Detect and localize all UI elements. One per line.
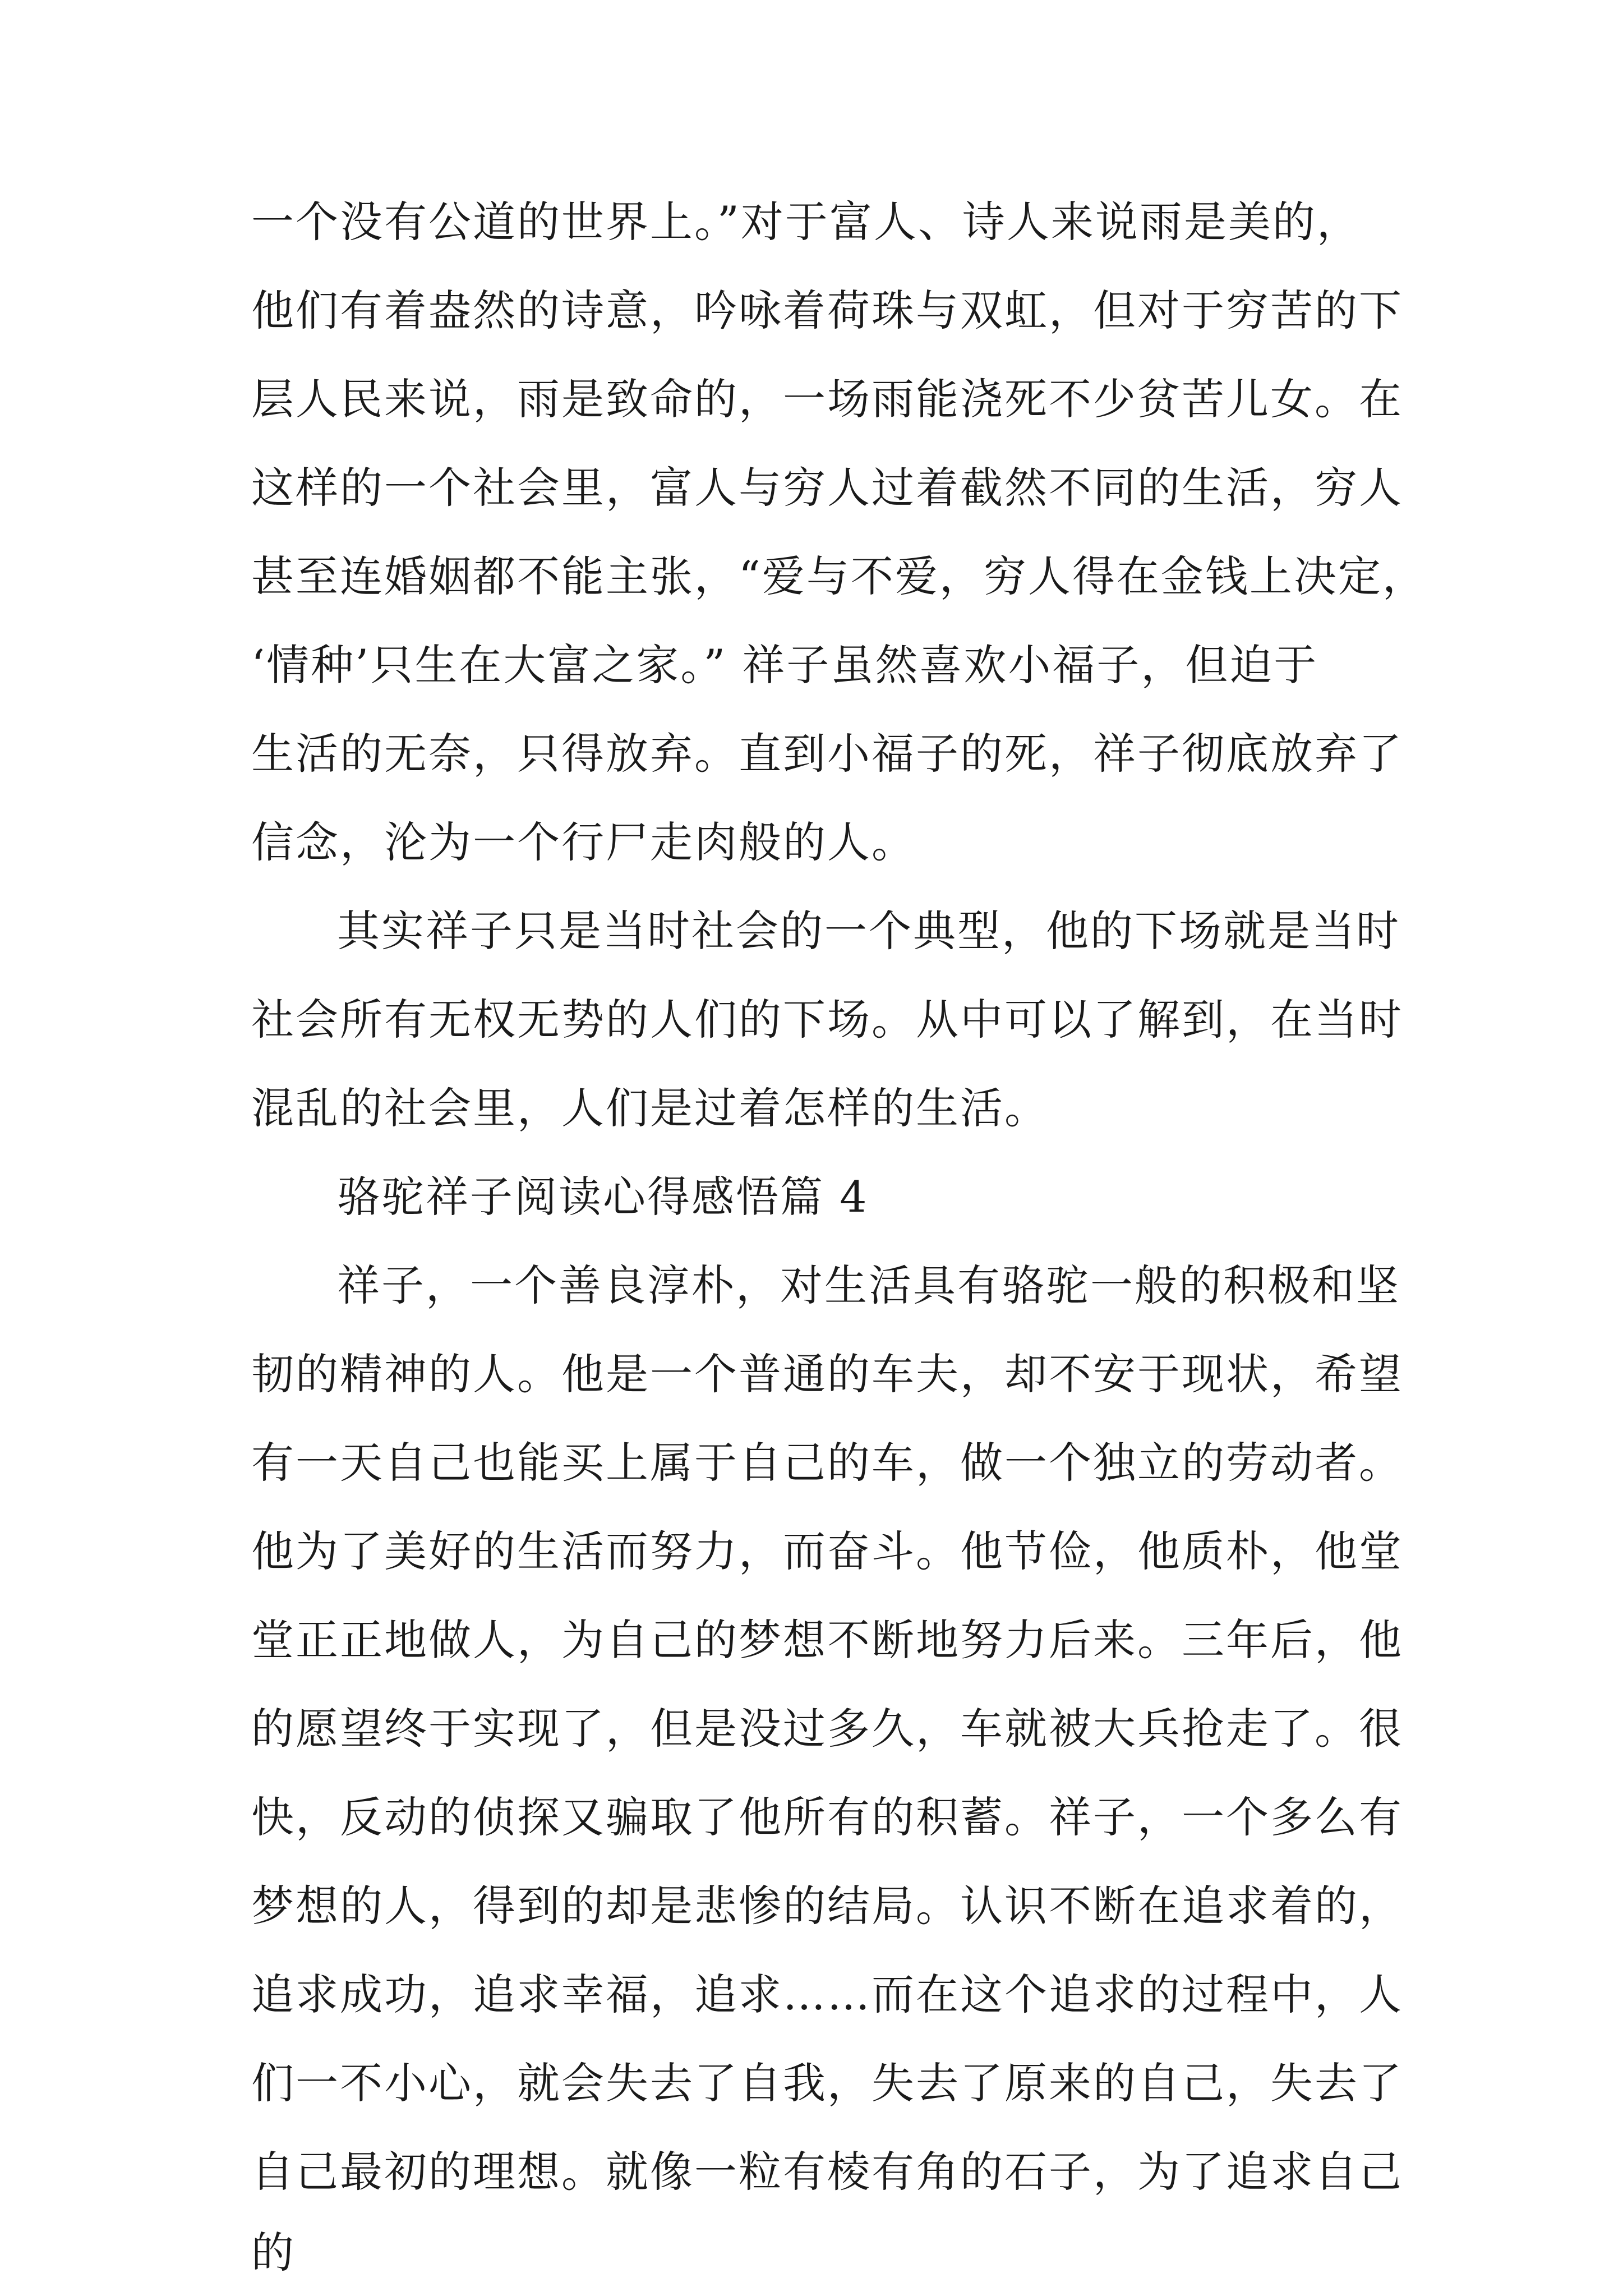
- text-line: 追求成功，追求幸福，追求……而在这个追求的过程中，人: [251, 1970, 1403, 2019]
- text-line: 他为了美好的生活而努力，而奋斗。他节俭，他质朴，他堂: [251, 1526, 1403, 1576]
- text-line: 一个没有公道的世界上。”对于富人、诗人来说雨是美的，: [251, 197, 1361, 247]
- text-line: 这样的一个社会里，富人与穷人过着截然不同的生活，穷人: [251, 463, 1403, 513]
- text-line: 社会所有无权无势的人们的下场。从中可以了解到，在当时: [251, 995, 1403, 1045]
- text-line: 他们有着盎然的诗意，吟咏着荷珠与双虹，但对于穷苦的下: [251, 286, 1403, 335]
- paragraph-first-line: 其实祥子只是当时社会的一个典型，他的下场就是当时: [337, 906, 1400, 956]
- text-line: 快，反动的侦探又骗取了他所有的积蓄。祥子，一个多么有: [251, 1792, 1403, 1842]
- text-line: 梦想的人，得到的却是悲惨的结局。认识不断在追求着的，: [251, 1881, 1403, 1931]
- text-line: 混乱的社会里，人们是过着怎样的生活。: [251, 1083, 1049, 1133]
- text-line: ‘情种’只生在大富之家。” 祥子虽然喜欢小福子，但迫于: [251, 640, 1318, 690]
- text-line: 的: [251, 2228, 296, 2277]
- text-line: 们一不小心，就会失去了自我，失去了原来的自己，失去了: [251, 2058, 1403, 2108]
- text-line: 层人民来说，雨是致命的，一场雨能浇死不少贫苦儿女。在: [251, 374, 1403, 424]
- text-line: 自己最初的理想。就像一粒有棱有角的石子，为了追求自己: [251, 2147, 1403, 2197]
- text-line: 的愿望终于实现了，但是没过多久，车就被大兵抢走了。很: [251, 1704, 1403, 1754]
- text-line: 有一天自己也能买上属于自己的车，做一个独立的劳动者。: [251, 1438, 1403, 1488]
- text-line: 生活的无奈，只得放弃。直到小福子的死，祥子彻底放弃了: [251, 729, 1403, 779]
- text-line: 堂正正地做人，为自己的梦想不断地努力后来。三年后，他: [251, 1615, 1403, 1665]
- paragraph-first-line: 祥子，一个善良淳朴，对生活具有骆驼一般的积极和坚: [337, 1260, 1400, 1310]
- section-heading: 骆驼祥子阅读心得感悟篇 4: [337, 1172, 869, 1222]
- text-line: 信念，沦为一个行尸走肉般的人。: [251, 817, 916, 867]
- text-line: 甚至连婚姻都不能主张，“爱与不爱，穷人得在金钱上决定，: [251, 551, 1427, 601]
- text-line: 韧的精神的人。他是一个普通的车夫，却不安于现状，希望: [251, 1349, 1403, 1399]
